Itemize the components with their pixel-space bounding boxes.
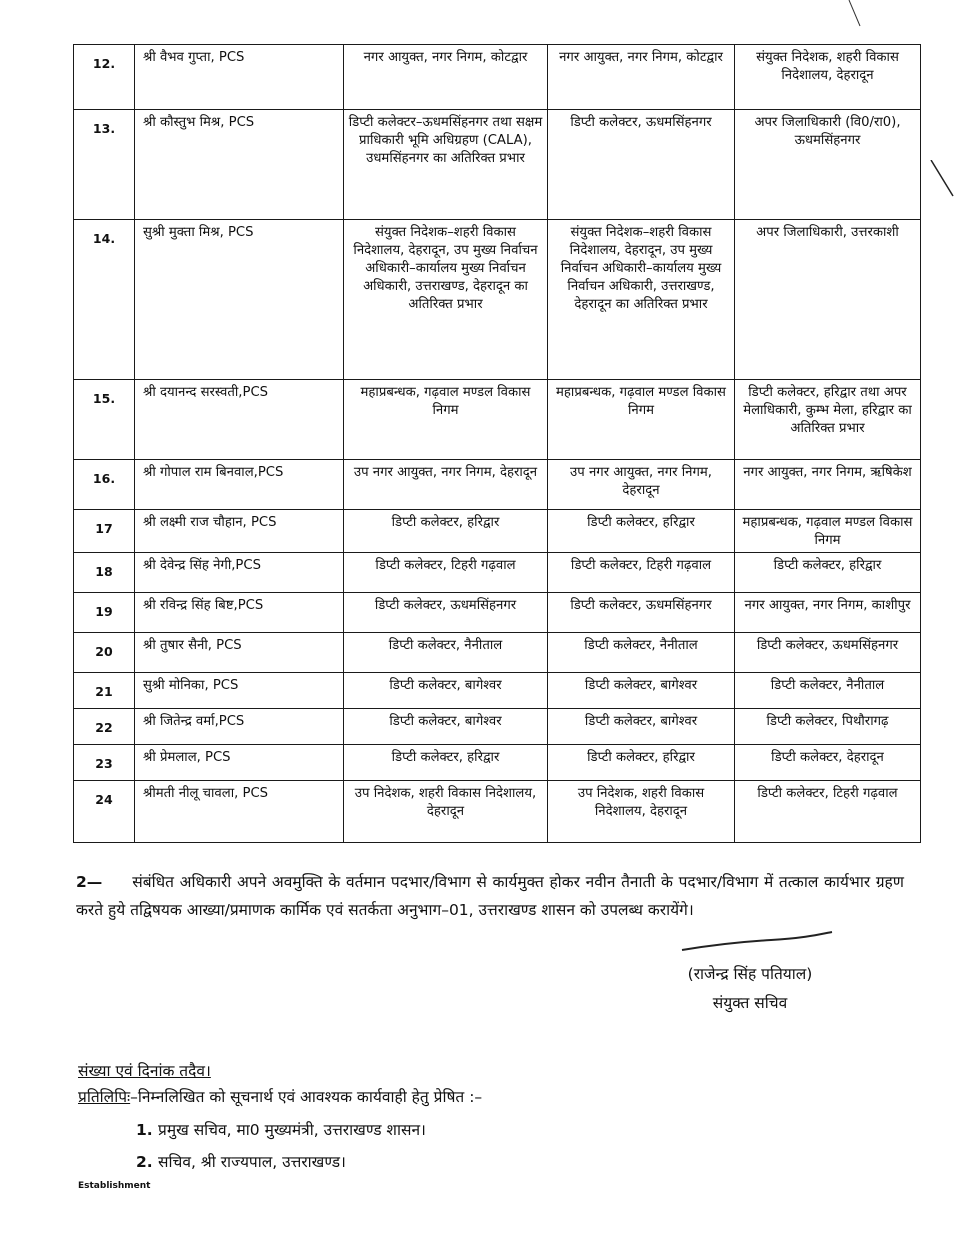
cell-relieved-post: डिप्टी कलेक्टर, हरिद्वार [548, 745, 735, 781]
table-row [74, 220, 921, 380]
cell-relieved-post: डिप्टी कलेक्टर, बागेश्वर [548, 709, 735, 745]
cell-new-post: अपर जिलाधिकारी, उत्तरकाशी [735, 220, 921, 380]
cell-officer-name: श्री रविन्द्र सिंह बिष्ट,PCS [135, 593, 344, 633]
scan-edge-mark-2 [926, 160, 955, 200]
cell-serial: 20 [74, 633, 135, 673]
cell-serial: 23 [74, 745, 135, 781]
instruction-paragraph [76, 868, 904, 924]
cell-serial: 16. [74, 460, 135, 510]
cell-new-post: अपर जिलाधिकारी (वि0/रा0), ऊधमसिंहनगर [735, 110, 921, 220]
list-item: 1. प्रमुख सचिव, मा0 मुख्यमंत्री, उत्तराखण्ड शासन। [136, 1121, 426, 1139]
cell-officer-name: श्रीमती नीलू चावला, PCS [135, 781, 344, 843]
signature-block [650, 960, 850, 1018]
copy-line [78, 1084, 482, 1110]
cell-officer-name: श्री गोपाल राम बिनवाल,PCS [135, 460, 344, 510]
table-row [74, 709, 921, 745]
table-row [74, 380, 921, 460]
cell-current-post: उप नगर आयुक्त, नगर निगम, देहरादून [344, 460, 548, 510]
cell-relieved-post: संयुक्त निदेशक–शहरी विकास निदेशालय, देहरादून, उप मुख्य निर्वाचन अधिकारी–कार्यालय मुख्य निर्वाचन अधिकारी, उत्तराखण्ड, देहरादून का अतिरिक्त प्रभार [548, 220, 735, 380]
cell-current-post: डिप्टी कलेक्टर, बागेश्वर [344, 709, 548, 745]
reference-line: संख्या एवं दिनांक तदैव। [78, 1062, 211, 1080]
cell-relieved-post: महाप्रबन्धक, गढ़वाल मण्डल विकास निगम [548, 380, 735, 460]
paragraph-number: 2— [76, 873, 103, 891]
cell-new-post: डिप्टी कलेक्टर, टिहरी गढ़वाल [735, 781, 921, 843]
cell-serial: 22 [74, 709, 135, 745]
cell-relieved-post: डिप्टी कलेक्टर, टिहरी गढ़वाल [548, 553, 735, 593]
cell-new-post: डिप्टी कलेक्टर, नैनीताल [735, 673, 921, 709]
cell-officer-name: श्री देवेन्द्र सिंह नेगी,PCS [135, 553, 344, 593]
table-row [74, 553, 921, 593]
cell-serial: 14. [74, 220, 135, 380]
cell-serial: 15. [74, 380, 135, 460]
cell-new-post: नगर आयुक्त, नगर निगम, काशीपुर [735, 593, 921, 633]
cell-new-post: डिप्टी कलेक्टर, हरिद्वार तथा अपर मेलाधिकारी, कुम्भ मेला, हरिद्वार का अतिरिक्त प्रभार [735, 380, 921, 460]
table-row [74, 593, 921, 633]
list-item: 2. सचिव, श्री राज्यपाल, उत्तराखण्ड। [136, 1153, 346, 1171]
cell-officer-name: श्री तुषार सैनी, PCS [135, 633, 344, 673]
table-row [74, 460, 921, 510]
copy-label: प्रतिलिपिः [78, 1088, 131, 1106]
cell-relieved-post: डिप्टी कलेक्टर, नैनीताल [548, 633, 735, 673]
cell-current-post: डिप्टी कलेक्टर, नैनीताल [344, 633, 548, 673]
cell-current-post: महाप्रबन्धक, गढ़वाल मण्डल विकास निगम [344, 380, 548, 460]
cell-current-post: डिप्टी कलेक्टर, हरिद्वार [344, 745, 548, 781]
table-row [74, 633, 921, 673]
table-row [74, 673, 921, 709]
cell-relieved-post: डिप्टी कलेक्टर, हरिद्वार [548, 510, 735, 553]
cell-new-post: डिप्टी कलेक्टर, ऊधमसिंहनगर [735, 633, 921, 673]
table-row [74, 45, 921, 110]
cell-current-post: डिप्टी कलेक्टर, हरिद्वार [344, 510, 548, 553]
cell-relieved-post: नगर आयुक्त, नगर निगम, कोटद्वार [548, 45, 735, 110]
cell-new-post: संयुक्त निदेशक, शहरी विकास निदेशालय, देहरादून [735, 45, 921, 110]
cell-serial: 24 [74, 781, 135, 843]
table-row [74, 110, 921, 220]
signatory-designation: संयुक्त सचिव [712, 994, 788, 1012]
cell-relieved-post: डिप्टी कलेक्टर, ऊधमसिंहनगर [548, 593, 735, 633]
cell-serial: 13. [74, 110, 135, 220]
cell-officer-name: श्री जितेन्द्र वर्मा,PCS [135, 709, 344, 745]
cell-new-post: डिप्टी कलेक्टर, हरिद्वार [735, 553, 921, 593]
signatory-name: (राजेन्द्र सिंह पतियाल) [687, 965, 813, 983]
cell-new-post: डिप्टी कलेक्टर, पिथौरागढ़ [735, 709, 921, 745]
cell-officer-name: श्री प्रेमलाल, PCS [135, 745, 344, 781]
cell-new-post: नगर आयुक्त, नगर निगम, ऋषिकेश [735, 460, 921, 510]
cell-serial: 18 [74, 553, 135, 593]
cell-new-post: महाप्रबन्धक, गढ़वाल मण्डल विकास निगम [735, 510, 921, 553]
cell-officer-name: सुश्री मोनिका, PCS [135, 673, 344, 709]
cell-serial: 12. [74, 45, 135, 110]
signature-mark [676, 928, 836, 958]
cell-current-post: संयुक्त निदेशक–शहरी विकास निदेशालय, देहरादून, उप मुख्य निर्वाचन अधिकारी–कार्यालय मुख्य निर्वाचन अधिकारी, उत्तराखण्ड, देहरादून का अतिरिक्त प्रभार [344, 220, 548, 380]
cell-new-post: डिप्टी कलेक्टर, देहरादून [735, 745, 921, 781]
copy-list [136, 1114, 426, 1178]
cell-current-post: डिप्टी कलेक्टर, ऊधमसिंहनगर [344, 593, 548, 633]
cell-current-post: नगर आयुक्त, नगर निगम, कोटद्वार [344, 45, 548, 110]
cell-serial: 19 [74, 593, 135, 633]
cell-current-post: डिप्टी कलेक्टर, टिहरी गढ़वाल [344, 553, 548, 593]
table-row [74, 510, 921, 553]
copy-text: –निम्नलिखित को सूचनार्थ एवं आवश्यक कार्यवाही हेतु प्रेषित :– [130, 1088, 483, 1106]
cell-relieved-post: उप नगर आयुक्त, नगर निगम, देहरादून [548, 460, 735, 510]
cell-current-post: डिप्टी कलेक्टर, बागेश्वर [344, 673, 548, 709]
cell-officer-name: श्री दयानन्द सरस्वती,PCS [135, 380, 344, 460]
transfer-table [73, 44, 921, 843]
cell-officer-name: श्री लक्ष्मी राज चौहान, PCS [135, 510, 344, 553]
cell-relieved-post: उप निदेशक, शहरी विकास निदेशालय, देहरादून [548, 781, 735, 843]
cell-relieved-post: डिप्टी कलेक्टर, बागेश्वर [548, 673, 735, 709]
scan-edge-mark [846, 0, 866, 30]
cell-officer-name: श्री कौस्तुभ मिश्र, PCS [135, 110, 344, 220]
cell-relieved-post: डिप्टी कलेक्टर, ऊधमसिंहनगर [548, 110, 735, 220]
cell-officer-name: सुश्री मुक्ता मिश्र, PCS [135, 220, 344, 380]
table-row [74, 745, 921, 781]
footer-label: Establishment [78, 1181, 151, 1191]
cell-serial: 21 [74, 673, 135, 709]
table-row [74, 781, 921, 843]
cell-current-post: उप निदेशक, शहरी विकास निदेशालय, देहरादून [344, 781, 548, 843]
cell-current-post: डिप्टी कलेक्टर–ऊधमसिंहनगर तथा सक्षम प्राधिकारी भूमि अधिग्रहण (CALA), उधमसिंहनगर का अतिरिक्त प्रभार [344, 110, 548, 220]
cell-serial: 17 [74, 510, 135, 553]
cell-officer-name: श्री वैभव गुप्ता, PCS [135, 45, 344, 110]
paragraph-text: संबंधित अधिकारी अपने अवमुक्ति के वर्तमान पदभार/विभाग से कार्यमुक्त होकर नवीन तैनाती के पदभार/विभाग में तत्काल कार्यभार ग्रहण करते हुये तद्विषयक आख्या/प्रमाणक कार्मिक एवं सतर्कता अनुभाग–01, उत्तराखण्ड शासन को उपलब्ध करायेंगे। [76, 873, 904, 919]
